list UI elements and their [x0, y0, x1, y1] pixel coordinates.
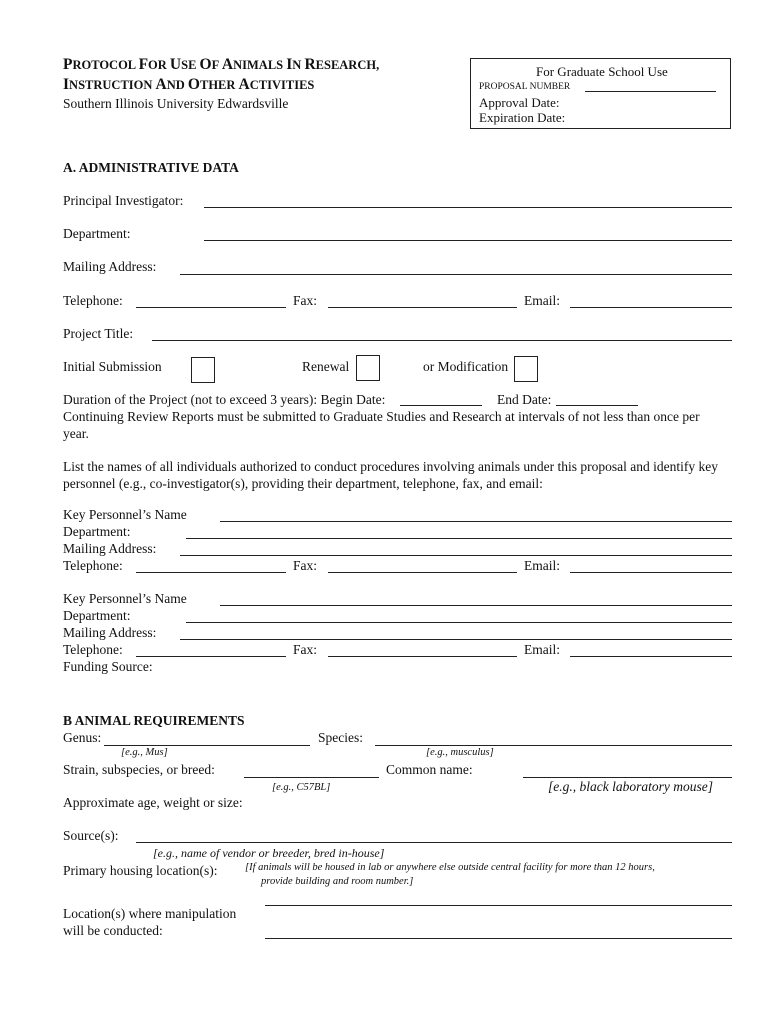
housing-hint-line-2: provide building and room number.] [261, 876, 414, 887]
common-name-field[interactable] [523, 777, 732, 778]
principal-investigator-field[interactable] [204, 207, 732, 208]
approval-date-label: Approval Date: [479, 95, 560, 110]
renewal-checkbox[interactable] [356, 355, 380, 381]
common-name-label: Common name: [386, 762, 473, 777]
key-personnel-2-email-field[interactable] [570, 656, 732, 657]
section-a-heading: A. ADMINISTRATIVE DATA [63, 160, 239, 175]
key-personnel-1-name-label: Key Personnel’s Name [63, 507, 187, 522]
key-personnel-1-department-label: Department: [63, 524, 131, 539]
telephone-label: Telephone: [63, 293, 123, 308]
housing-hint-line-1: [If animals will be housed in lab or anywhere else outside central facility for more than 12 hours, [245, 862, 655, 873]
email-field[interactable] [570, 307, 732, 308]
email-label: Email: [524, 293, 560, 308]
genus-field[interactable] [104, 745, 310, 746]
manipulation-location-label-1: Location(s) where manipulation [63, 906, 237, 921]
university-name: Southern Illinois University Edwardsville [63, 96, 289, 111]
age-weight-label: Approximate age, weight or size: [63, 795, 243, 810]
mailing-address-label: Mailing Address: [63, 259, 157, 274]
manipulation-location-field[interactable] [265, 938, 732, 939]
renewal-label: Renewal [302, 359, 350, 374]
key-personnel-2-name-label: Key Personnel’s Name [63, 591, 187, 606]
modification-checkbox[interactable] [514, 356, 538, 382]
department-label: Department: [63, 226, 131, 241]
telephone-field[interactable] [136, 307, 286, 308]
form-title-line-2: INSTRUCTION AND OTHER ACTIVITIES [63, 76, 315, 93]
key-personnel-1-name-field[interactable] [220, 521, 732, 522]
manipulation-location-label-2: will be conducted: [63, 923, 163, 938]
key-personnel-2-telephone-label: Telephone: [63, 642, 123, 657]
key-personnel-1-telephone-field[interactable] [136, 572, 286, 573]
source-field[interactable] [136, 842, 732, 843]
fax-field[interactable] [328, 307, 517, 308]
key-personnel-1-department-field[interactable] [186, 538, 732, 539]
key-personnel-2-mailing-field[interactable] [180, 639, 732, 640]
key-personnel-1-mailing-label: Mailing Address: [63, 541, 157, 556]
modification-label: or Modification [423, 359, 509, 374]
strain-hint: [e.g., C57BL] [272, 782, 331, 793]
key-personnel-2-fax-field[interactable] [328, 656, 517, 657]
fax-label: Fax: [293, 293, 318, 308]
key-personnel-1-fax-label: Fax: [293, 558, 318, 573]
strain-field[interactable] [244, 777, 379, 778]
review-requirement-text: Continuing Review Reports must be submitted to Graduate Studies and Research at intervals of not less than once per year. [63, 409, 700, 441]
personnel-instructions-text: List the names of all individuals authorized to conduct procedures involving animals under this proposal and identify key personnel (e.g., co-investigator(s), providing their department, telephone, fax, and email: [63, 459, 718, 491]
begin-date-field[interactable] [400, 405, 482, 406]
key-personnel-2-email-label: Email: [524, 642, 560, 657]
office-box-heading: For Graduate School Use [536, 64, 668, 79]
key-personnel-2-department-label: Department: [63, 608, 131, 623]
genus-label: Genus: [63, 730, 102, 745]
key-personnel-1-email-field[interactable] [570, 572, 732, 573]
species-field[interactable] [375, 745, 732, 746]
section-b-heading: B ANIMAL REQUIREMENTS [63, 713, 245, 728]
duration-label: Duration of the Project (not to exceed 3 years): Begin Date: [63, 392, 386, 407]
proposal-number-label: PROPOSAL NUMBER [479, 82, 571, 92]
initial-submission-checkbox[interactable] [191, 357, 215, 383]
source-label: Source(s): [63, 828, 119, 843]
strain-label: Strain, subspecies, or breed: [63, 762, 215, 777]
key-personnel-1-mailing-field[interactable] [180, 555, 732, 556]
end-date-field[interactable] [556, 405, 638, 406]
project-title-field[interactable] [152, 340, 732, 341]
key-personnel-2-department-field[interactable] [186, 622, 732, 623]
housing-field[interactable] [265, 905, 732, 906]
department-field[interactable] [204, 240, 732, 241]
funding-source-label: Funding Source: [63, 659, 153, 674]
proposal-number-field[interactable] [585, 91, 716, 92]
key-personnel-2-fax-label: Fax: [293, 642, 318, 657]
key-personnel-2-mailing-label: Mailing Address: [63, 625, 157, 640]
species-hint: [e.g., musculus] [426, 747, 494, 758]
source-hint: [e.g., name of vendor or breeder, bred in-house] [153, 846, 385, 860]
form-title-line-1: PROTOCOL FOR USE OF ANIMALS IN RESEARCH, [63, 56, 380, 73]
key-personnel-1-fax-field[interactable] [328, 572, 517, 573]
project-title-label: Project Title: [63, 326, 134, 341]
common-name-hint: [e.g., black laboratory mouse] [548, 779, 713, 794]
key-personnel-2-name-field[interactable] [220, 605, 732, 606]
genus-hint: [e.g., Mus] [121, 747, 168, 758]
key-personnel-1-email-label: Email: [524, 558, 560, 573]
mailing-address-field[interactable] [180, 274, 732, 275]
key-personnel-2-telephone-field[interactable] [136, 656, 286, 657]
expiration-date-label: Expiration Date: [479, 110, 566, 125]
housing-label: Primary housing location(s): [63, 863, 218, 878]
initial-submission-label: Initial Submission [63, 359, 162, 374]
end-date-label: End Date: [497, 392, 552, 407]
key-personnel-1-telephone-label: Telephone: [63, 558, 123, 573]
principal-investigator-label: Principal Investigator: [63, 193, 184, 208]
species-label: Species: [318, 730, 363, 745]
